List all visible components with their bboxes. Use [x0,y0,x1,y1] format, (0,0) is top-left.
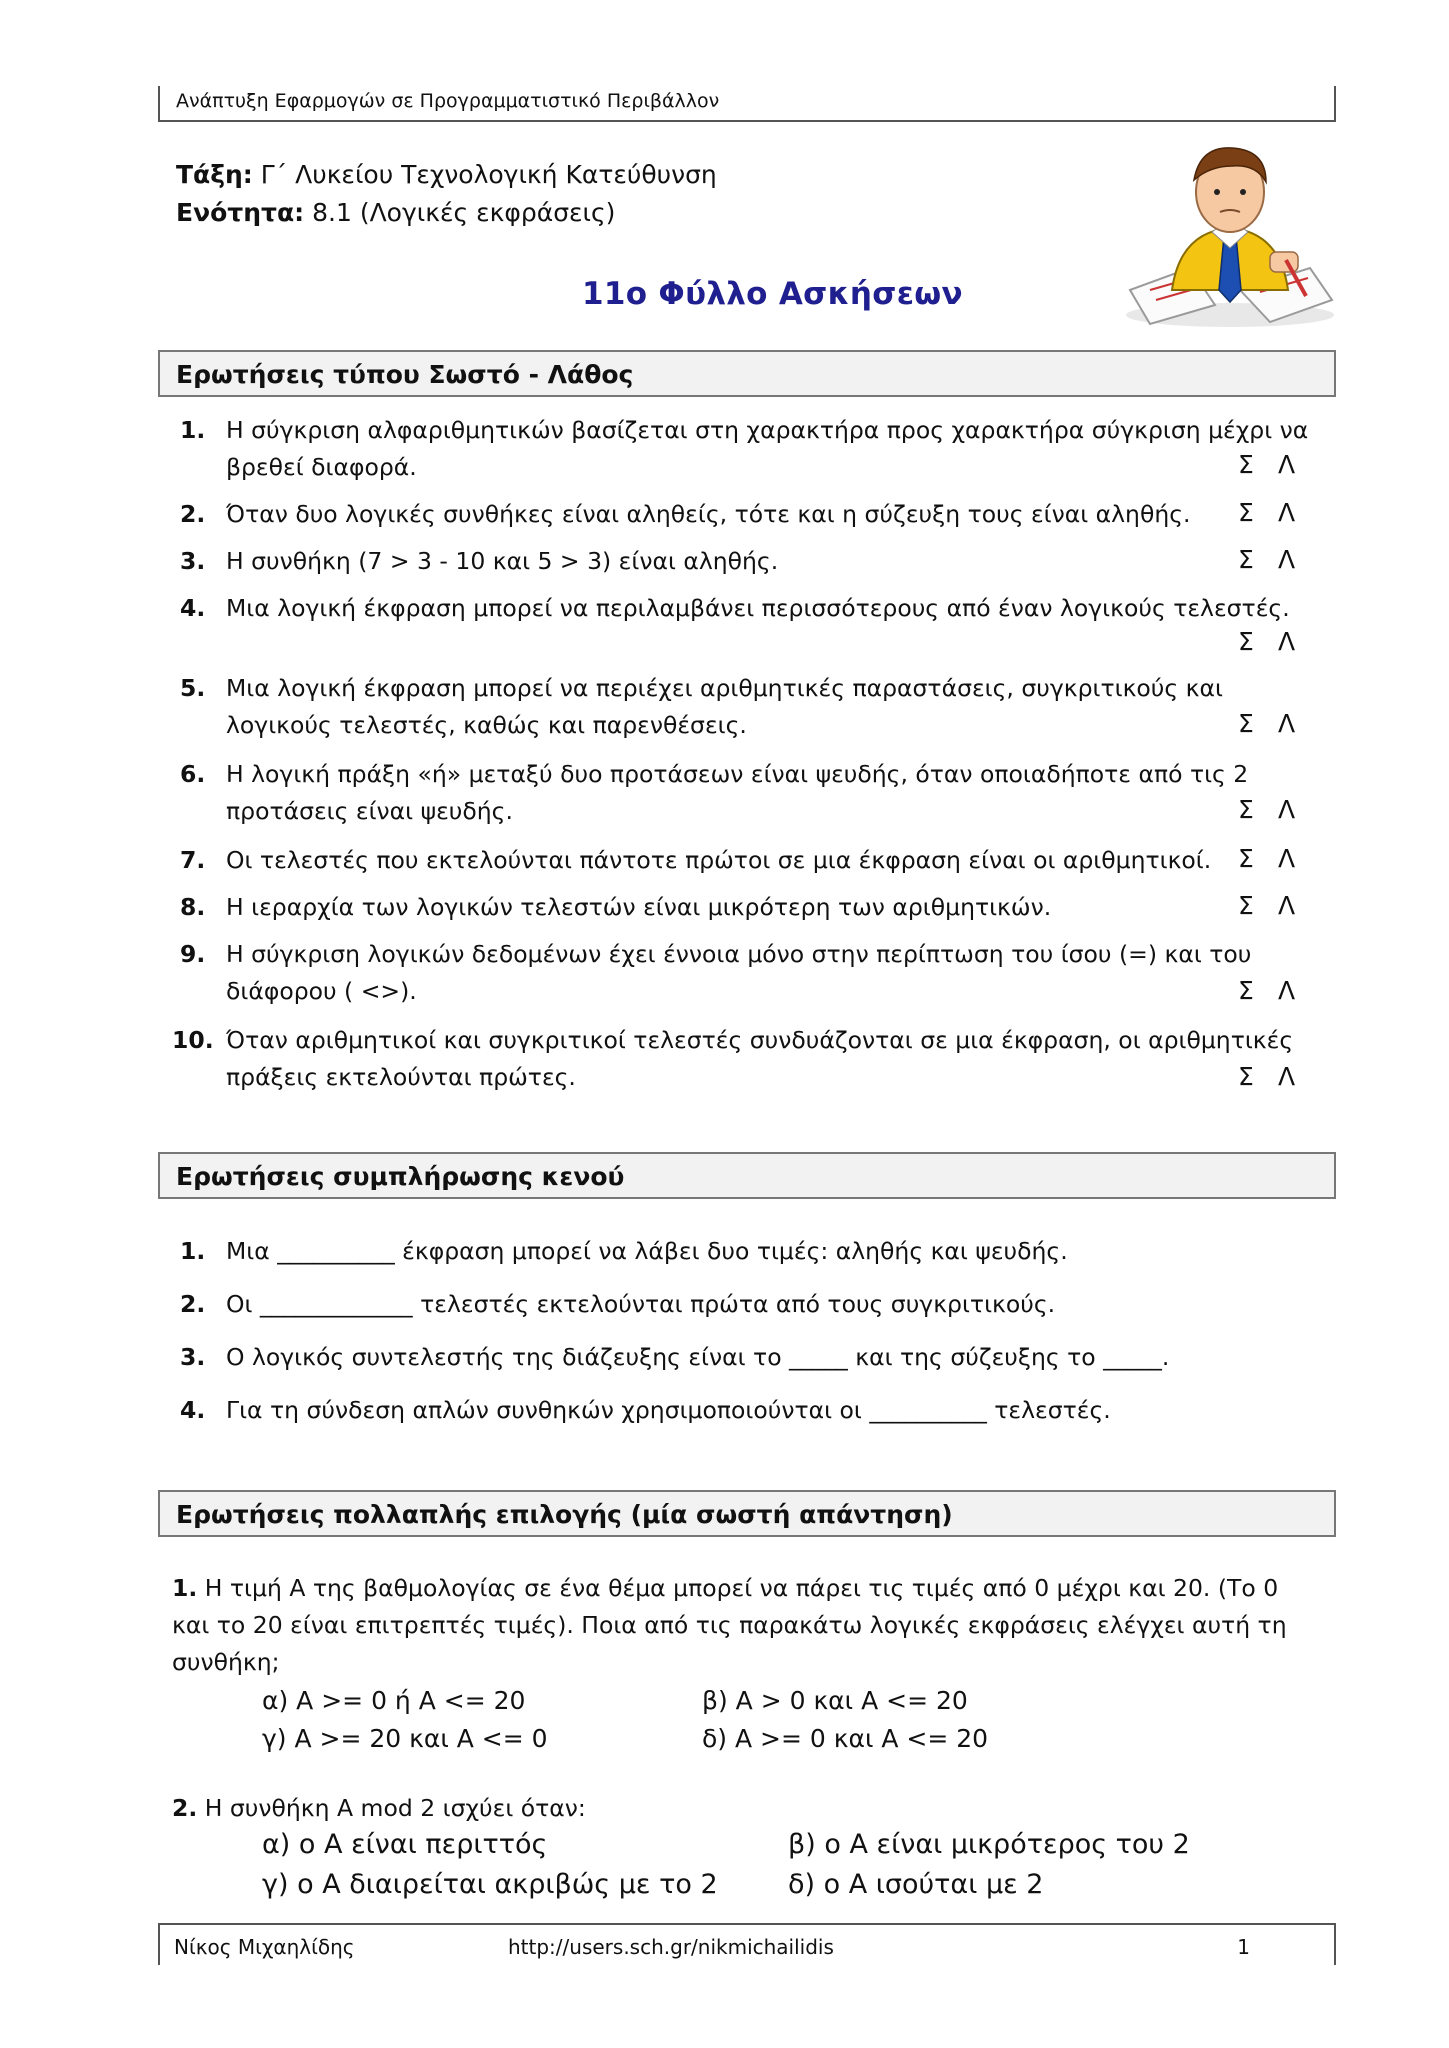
footer-tick-left [158,1925,160,1965]
answer-true[interactable]: Σ [1238,1062,1254,1091]
section-true-false-title: Ερωτήσεις τύπου Σωστό - Λάθος [176,360,634,389]
answer-false[interactable]: Λ [1278,844,1296,873]
tf-question-1 [180,412,1322,492]
mc1-option-c[interactable]: γ) Α >= 20 και Α <= 0 [262,1724,548,1753]
mc1-option-a[interactable]: α) Α >= 0 ή Α <= 20 [262,1686,526,1715]
section-multiple-choice-title: Ερωτήσεις πολλαπλής επιλογής (μία σωστή απάντηση) [176,1500,953,1529]
tf-text [226,412,1322,486]
mc1-option-d[interactable]: δ) Α >= 0 και Α <= 20 [702,1724,989,1753]
tf-question-9 [180,936,1322,1016]
tf-text-line: διάφορου ( <>). [226,977,417,1005]
footer-page-number: 1 [1237,1935,1250,1959]
section-fill-blank-title: Ερωτήσεις συμπλήρωσης κενού [176,1162,625,1191]
answer-false[interactable]: Λ [1278,795,1296,824]
tf-number: 1. [180,416,206,444]
tf-text [226,936,1322,1010]
header-text: Ανάπτυξη Εφαρμογών σε Προγραμματιστικό Περιβάλλον [176,90,720,112]
answer-false[interactable]: Λ [1278,891,1296,920]
answer-false[interactable]: Λ [1278,627,1296,656]
answer-true[interactable]: Σ [1238,627,1254,656]
answer-false[interactable]: Λ [1278,545,1296,574]
tf-question-4 [180,590,1322,630]
tf-question-7 [180,842,1230,882]
mc2-option-a[interactable]: α) ο Α είναι περιττός [262,1829,548,1860]
tf-text-line: λογικούς τελεστές, καθώς και παρενθέσεις. [226,711,747,739]
answer-false[interactable]: Λ [1278,1062,1296,1091]
mc-question-1 [172,1570,1332,1681]
answer-false[interactable]: Λ [1278,450,1296,479]
mc-line [172,1790,1332,1827]
fill-question-1 [180,1233,1322,1273]
answer-true[interactable]: Σ [1238,709,1254,738]
running-header [158,86,1336,122]
tf-text-line: Μια λογική έκφραση μπορεί να περιέχει αριθμητικές παραστάσεις, συγκριτικούς και [226,674,1223,702]
mc2-option-c[interactable]: γ) ο Α διαιρείται ακριβώς με το 2 [262,1869,718,1900]
fill-text[interactable]: Για τη σύνδεση απλών συνθηκών χρησιμοποιούνται οι __________ τελεστές. [226,1396,1111,1424]
fill-text[interactable]: Οι _____________ τελεστές εκτελούνται πρώτα από τους συγκριτικούς. [226,1290,1056,1318]
fill-number: 2. [180,1290,206,1318]
mc-number: 2. [172,1794,198,1822]
answer-true[interactable]: Σ [1238,844,1254,873]
tf-text-line: Η σύγκριση λογικών δεδομένων έχει έννοια μόνο στην περίπτωση του ίσου (=) και του [226,940,1252,968]
mc-text: Η συνθήκη Α mod 2 ισχύει όταν: [204,1794,586,1822]
fill-text[interactable]: Μια __________ έκφραση μπορεί να λάβει δυο τιμές: αληθής και ψευδής. [226,1237,1068,1265]
class-line [176,160,717,189]
tf-text-line: Η σύγκριση αλφαριθμητικών βασίζεται στη χαρακτήρα προς χαρακτήρα σύγκριση μέχρι να [226,416,1309,444]
tf-text [226,670,1322,744]
header-tick-left [158,86,160,120]
tf-text: Η συνθήκη (7 > 3 - 10 και 5 > 3) είναι αληθής. [226,547,779,575]
answer-true[interactable]: Σ [1238,450,1254,479]
tf-question-8 [180,889,1230,929]
mc-line [172,1570,1332,1607]
tf-question-10 [172,1022,1322,1102]
section-fill-blank-heading [158,1152,1336,1199]
fill-number: 3. [180,1343,206,1371]
mc-line: συνθήκη; [172,1648,280,1676]
fill-number: 4. [180,1396,206,1424]
mc1-option-b[interactable]: β) Α > 0 και Α <= 20 [702,1686,968,1715]
footer-author: Νίκος Μιχαηλίδης [174,1935,355,1959]
answer-false[interactable]: Λ [1278,498,1296,527]
tf-question-5 [180,670,1322,750]
mc-line: και το 20 είναι επιτρεπτές τιμές). Ποια από τις παρακάτω λογικές εκφράσεις ελέγχει αυτή τη [172,1611,1287,1639]
tf-text-line: προτάσεις είναι ψευδής. [226,797,513,825]
fill-question-3 [180,1339,1322,1379]
tf-number: 9. [180,940,206,968]
answer-true[interactable]: Σ [1238,795,1254,824]
tf-text: Η ιεραρχία των λογικών τελεστών είναι μικρότερη των αριθμητικών. [226,893,1052,921]
answer-true[interactable]: Σ [1238,545,1254,574]
mc2-option-b[interactable]: β) ο Α είναι μικρότερος του 2 [788,1829,1190,1860]
answer-true[interactable]: Σ [1238,891,1254,920]
fill-number: 1. [180,1237,206,1265]
tf-text [226,1022,1322,1096]
mc-number: 1. [172,1574,198,1602]
fill-question-2 [180,1286,1322,1326]
footer-tick-right [1334,1925,1336,1965]
mc2-option-d[interactable]: δ) ο Α ισούται με 2 [788,1869,1044,1900]
worksheet-title: 11ο Φύλλο Ασκήσεων [582,276,963,312]
header-tick-right [1334,86,1336,120]
mc-question-2 [172,1790,1332,1827]
tf-number: 8. [180,893,206,921]
unit-value: 8.1 (Λογικές εκφράσεις) [312,198,616,227]
answer-true[interactable]: Σ [1238,976,1254,1005]
tf-text-line: βρεθεί διαφορά. [226,453,417,481]
tf-text-line: Όταν αριθμητικοί και συγκριτικοί τελεστές συνδυάζονται σε μια έκφραση, οι αριθμητικές [226,1026,1294,1054]
tf-text-line: Η λογική πράξη «ή» μεταξύ δυο προτάσεων είναι ψευδής, όταν οποιαδήποτε από τις 2 [226,760,1249,788]
footer-url-link[interactable]: http://users.sch.gr/nikmichailidis [508,1935,834,1959]
answer-true[interactable]: Σ [1238,498,1254,527]
answer-false[interactable]: Λ [1278,709,1296,738]
running-footer [158,1923,1336,1965]
tf-question-6 [180,756,1322,836]
tf-number: 6. [180,760,206,788]
tf-text [226,756,1322,830]
class-value: Γ΄ Λυκείου Τεχνολογική Κατεύθυνση [260,160,717,189]
tf-question-2 [180,496,1230,536]
tf-number: 3. [180,547,206,575]
unit-label: Ενότητα: [176,198,305,227]
tf-number: 2. [180,500,206,528]
tf-number: 5. [180,674,206,702]
fill-question-4 [180,1392,1322,1432]
tf-question-3 [180,543,1230,583]
tf-number: 7. [180,846,206,874]
teacher-clipart-icon [1120,140,1340,330]
section-true-false-heading [158,350,1336,397]
tf-number: 4. [180,594,206,622]
fill-text[interactable]: Ο λογικός συντελεστής της διάζευξης είναι το _____ και της σύζευξης το _____. [226,1343,1170,1371]
tf-text: Μια λογική έκφραση μπορεί να περιλαμβάνει περισσότερους από έναν λογικούς τελεστές. [226,594,1290,622]
answer-false[interactable]: Λ [1278,976,1296,1005]
tf-text: Οι τελεστές που εκτελούνται πάντοτε πρώτοι σε μια έκφραση είναι οι αριθμητικοί. [226,846,1212,874]
section-multiple-choice-heading [158,1490,1336,1537]
tf-number: 10. [172,1026,214,1054]
tf-text: Όταν δυο λογικές συνθήκες είναι αληθείς, τότε και η σύζευξη τους είναι αληθής. [226,500,1191,528]
unit-line [176,198,615,227]
tf-text-line: πράξεις εκτελούνται πρώτες. [226,1063,576,1091]
mc-text: Η τιμή Α της βαθμολογίας σε ένα θέμα μπορεί να πάρει τις τιμές από 0 μέχρι και 20. (Το 0 [204,1574,1279,1602]
class-label: Τάξη: [176,160,253,189]
